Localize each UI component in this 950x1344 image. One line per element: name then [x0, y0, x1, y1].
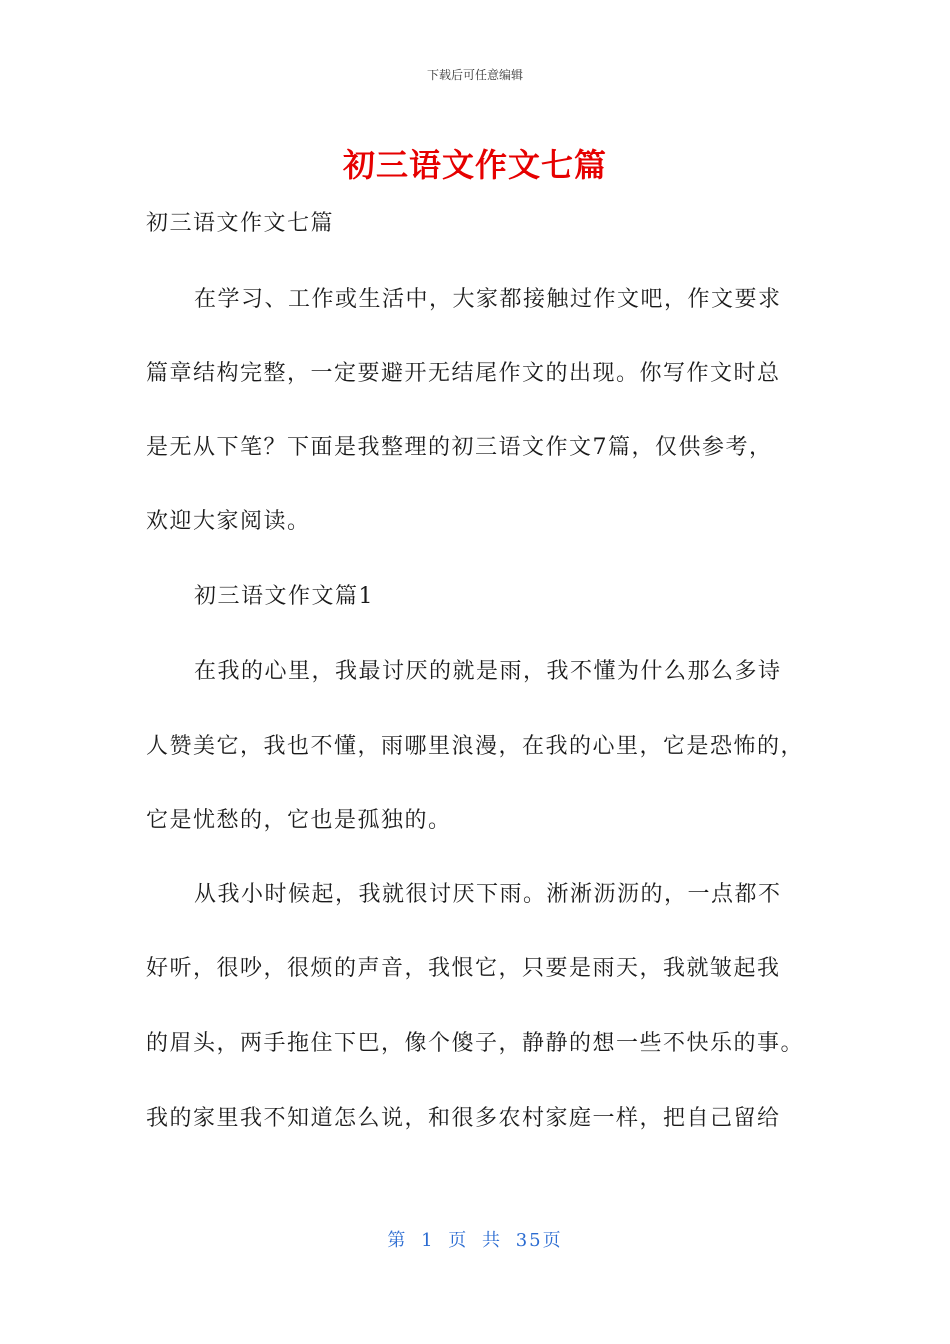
paragraph-line: 它是忧愁的，它也是孤独的。: [146, 808, 452, 833]
paragraph-line: 在我的心里，我最讨厌的就是雨，我不懂为什么那么多诗: [194, 659, 782, 684]
paragraph-line: 在学习、工作或生活中，大家都接触过作文吧，作文要求: [194, 287, 782, 312]
section-heading: 初三语文作文篇1: [194, 584, 374, 609]
header-note: 下载后可任意编辑: [426, 68, 523, 82]
paragraph-line: 好听，很吵，很烦的声音，我恨它，只要是雨天，我就皱起我: [146, 956, 781, 981]
paragraph-line: 我的家里我不知道怎么说，和很多农村家庭一样，把自己留给: [146, 1106, 781, 1131]
paragraph-line: 欢迎大家阅读。: [146, 509, 311, 534]
page-number-footer: 第 1 页 共 35页: [387, 1230, 563, 1251]
document-title: 初三语文作文七篇: [342, 146, 607, 184]
paragraph-line: 从我小时候起，我就很讨厌下雨。淅淅沥沥的，一点都不: [194, 882, 782, 907]
paragraph-line: 篇章结构完整，一定要避开无结尾作文的出现。你写作文时总: [146, 361, 781, 386]
paragraph-line: 是无从下笔？下面是我整理的初三语文作文7篇，仅供参考，: [146, 435, 773, 460]
paragraph-line: 的眉头，两手拖住下巴，像个傻子，静静的想一些不快乐的事。: [146, 1031, 805, 1056]
paragraph-line: 人赞美它，我也不懂，雨哪里浪漫，在我的心里，它是恐怖的，: [146, 734, 805, 759]
subtitle-line: 初三语文作文七篇: [146, 211, 335, 236]
